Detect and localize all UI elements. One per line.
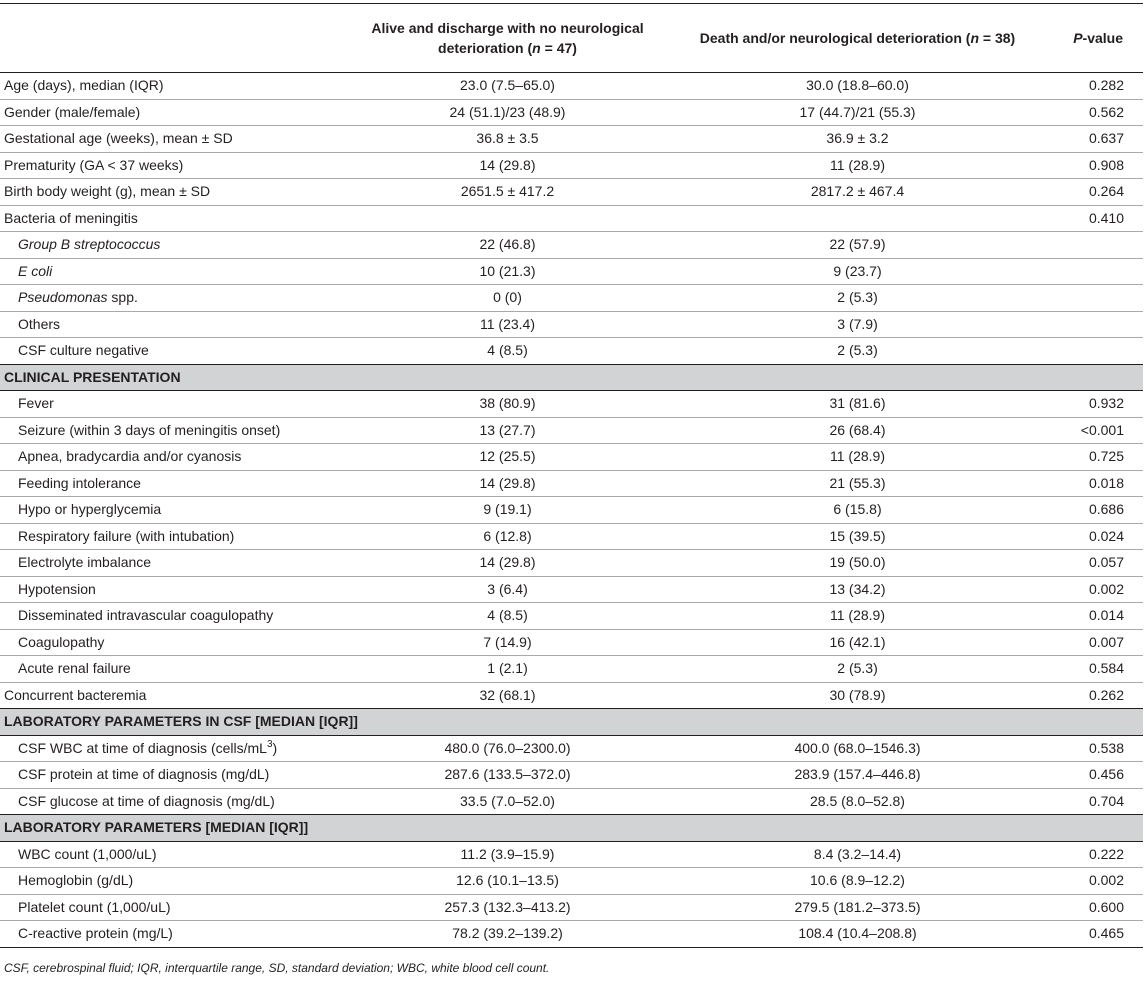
- row-label: Birth body weight (g), mean ± SD: [4, 183, 211, 200]
- cell-p-value: 0.014: [1088, 607, 1124, 624]
- cell-death-group: 31 (81.6): [829, 395, 886, 412]
- row-label: WBC count (1,000/uL): [18, 845, 157, 862]
- cell-death-group: 2 (5.3): [837, 289, 878, 306]
- table-row: [0, 921, 1143, 948]
- header-death-group: Death and/or neurological deterioration (n = 38): [680, 4, 1035, 73]
- cell-death-group: 2 (5.3): [837, 660, 878, 677]
- cell-death-group: 11 (28.9): [830, 607, 885, 624]
- table-row: [0, 629, 1143, 656]
- cell-death-group: 279.5 (181.2–373.5): [794, 898, 921, 915]
- cell-death-group: 17 (44.7)/21 (55.3): [799, 103, 916, 120]
- cell-alive-group: 14 (29.8): [479, 156, 536, 173]
- section-row: [0, 364, 1143, 391]
- data-table: [0, 3, 1143, 948]
- row-label: Fever: [18, 395, 54, 412]
- row-label: Bacteria of meningitis: [4, 209, 138, 226]
- row-label: Feeding intolerance: [18, 474, 141, 491]
- table-row: [0, 656, 1143, 683]
- cell-p-value: 0.562: [1088, 103, 1124, 120]
- cell-p-value: 0.686: [1088, 501, 1124, 518]
- table-row: [0, 894, 1143, 921]
- table-row: [0, 311, 1143, 338]
- cell-p-value: 0.410: [1088, 209, 1124, 226]
- cell-alive-group: 10 (21.3): [479, 262, 536, 279]
- cell-alive-group: 13 (27.7): [479, 421, 536, 438]
- table-row: [0, 497, 1143, 524]
- cell-p-value: [1035, 311, 1143, 338]
- cell-death-group: 8.4 (3.2–14.4): [813, 845, 902, 862]
- cell-p-value: 0.282: [1088, 77, 1124, 94]
- cell-alive-group: 1 (2.1): [487, 660, 528, 677]
- cell-death-group: 3 (7.9): [837, 315, 878, 332]
- row-label: Electrolyte imbalance: [18, 554, 152, 571]
- header-variable: [0, 4, 335, 73]
- cell-p-value: 0.932: [1088, 395, 1124, 412]
- table-row: [0, 576, 1143, 603]
- table-row: [0, 73, 1143, 100]
- cell-p-value: 0.002: [1088, 872, 1124, 889]
- header-alive-group: Alive and discharge with no neurological deterioration (n = 47): [335, 4, 680, 73]
- table-row: [0, 735, 1143, 762]
- table-row: [0, 285, 1143, 312]
- section-row: [0, 709, 1143, 736]
- cell-alive-group: 287.6 (133.5–372.0): [444, 766, 571, 783]
- table-footnote: CSF, cerebrospinal fluid; IQR, interquartile range, SD, standard deviation; WBC, white blood cell count.: [4, 961, 550, 975]
- row-label: Coagulopathy: [18, 633, 105, 650]
- cell-alive-group: 2651.5 ± 417.2: [460, 183, 555, 200]
- row-label: Respiratory failure (with intubation): [18, 527, 235, 544]
- cell-alive-group: 480.0 (76.0–2300.0): [444, 739, 571, 756]
- header-p-value: P-value: [1035, 4, 1143, 73]
- table-header: [0, 4, 1143, 73]
- row-label: Platelet count (1,000/uL): [18, 898, 171, 915]
- cell-p-value: 0.018: [1088, 474, 1124, 491]
- row-label: CSF WBC at time of diagnosis $(cells/mL^3)$: [18, 738, 278, 756]
- cell-death-group: 11 (28.9): [830, 156, 885, 173]
- cell-death-group: 15 (39.5): [829, 527, 886, 544]
- section-heading: LABORATORY PARAMETERS [MEDIAN [IQR]]: [0, 815, 1143, 842]
- cell-alive-group: 78.2 (39.2–139.2): [452, 925, 563, 942]
- cell-p-value: 0.002: [1088, 580, 1124, 597]
- row-label: Others: [18, 315, 61, 332]
- cell-p-value: 0.264: [1088, 183, 1124, 200]
- cell-death-group: 16 (42.1): [829, 633, 886, 650]
- cell-death-group: 9 (23.7): [833, 262, 882, 279]
- cell-alive-group: 4 (8.5): [487, 607, 528, 624]
- cell-alive-group: 11.2 (3.9–15.9): [460, 845, 555, 862]
- section-row: [0, 815, 1143, 842]
- cell-p-value: [1035, 232, 1143, 259]
- cell-death-group: 22 (57.9): [829, 236, 886, 253]
- cell-death-group: 10.6 (8.9–12.2): [810, 872, 905, 889]
- cell-alive-group: 36.8 ± 3.5: [476, 130, 539, 147]
- cell-death-group: 13 (34.2): [829, 580, 886, 597]
- row-label: Disseminated intravascular coagulopathy: [18, 607, 274, 624]
- cell-death-group: [680, 205, 1035, 232]
- cell-death-group: 19 (50.0): [829, 554, 886, 571]
- cell-p-value: 0.637: [1088, 130, 1124, 147]
- cell-death-group: 36.9 ± 3.2: [826, 130, 889, 147]
- cell-p-value: 0.057: [1088, 554, 1124, 571]
- cell-p-value: 0.262: [1088, 686, 1124, 703]
- table-row: [0, 179, 1143, 206]
- cell-alive-group: 6 (12.8): [483, 527, 532, 544]
- cell-alive-group: 38 (80.9): [479, 395, 536, 412]
- table-row: [0, 603, 1143, 630]
- cell-p-value: 0.538: [1088, 739, 1124, 756]
- table-row: [0, 788, 1143, 815]
- cell-death-group: 108.4 (10.4–208.8): [798, 925, 917, 942]
- cell-alive-group: 32 (68.1): [479, 686, 536, 703]
- cell-alive-group: 14 (29.8): [479, 554, 536, 571]
- table-row: [0, 762, 1143, 789]
- cell-alive-group: 33.5 (7.0–52.0): [460, 792, 555, 809]
- cell-p-value: 0.704: [1088, 792, 1124, 809]
- row-label: Seizure (within 3 days of meningitis onset): [18, 421, 281, 438]
- table-row: [0, 338, 1143, 365]
- cell-alive-group: 257.3 (132.3–413.2): [444, 898, 571, 915]
- cell-p-value: [1035, 285, 1143, 312]
- row-label: Concurrent bacteremia: [4, 686, 147, 703]
- row-label: Group B streptococcus: [18, 236, 161, 253]
- cell-p-value: 0.600: [1088, 898, 1124, 915]
- row-label: Age (days), median (IQR): [4, 77, 164, 94]
- cell-p-value: 0.007: [1088, 633, 1124, 650]
- cell-p-value: 0.584: [1088, 660, 1124, 677]
- cell-p-value: 0.024: [1088, 527, 1124, 544]
- section-heading: LABORATORY PARAMETERS IN CSF [MEDIAN [IQR]]: [0, 709, 1143, 736]
- cell-p-value: 0.465: [1088, 925, 1124, 942]
- row-label: CSF protein at time of diagnosis (mg/dL): [18, 766, 270, 783]
- table-row: [0, 841, 1143, 868]
- row-label: Prematurity (GA < 37 weeks): [4, 156, 184, 173]
- cell-p-value: 0.725: [1088, 448, 1124, 465]
- cell-death-group: 11 (28.9): [830, 448, 885, 465]
- table-row: [0, 126, 1143, 153]
- cell-death-group: 2817.2 ± 467.4: [810, 183, 905, 200]
- row-label: Apnea, bradycardia and/or cyanosis: [18, 448, 242, 465]
- table-row: [0, 99, 1143, 126]
- cell-alive-group: 23.0 (7.5–65.0): [460, 77, 555, 94]
- row-label: Hypotension: [18, 580, 96, 597]
- table-row: [0, 550, 1143, 577]
- cell-alive-group: 12.6 (10.1–13.5): [456, 872, 559, 889]
- cell-alive-group: 24 (51.1)/23 (48.9): [449, 103, 566, 120]
- cell-alive-group: [335, 205, 680, 232]
- cell-death-group: 21 (55.3): [829, 474, 886, 491]
- cell-p-value: [1035, 258, 1143, 285]
- cell-p-value: [1035, 338, 1143, 365]
- cell-death-group: 30 (78.9): [829, 686, 886, 703]
- cell-alive-group: 0 (0): [493, 289, 522, 306]
- row-label: C-reactive protein (mg/L): [18, 925, 173, 942]
- table-row: [0, 232, 1143, 259]
- cell-death-group: 283.9 (157.4–446.8): [794, 766, 921, 783]
- cell-alive-group: 3 (6.4): [487, 580, 528, 597]
- section-heading: CLINICAL PRESENTATION: [0, 364, 1143, 391]
- cell-alive-group: 12 (25.5): [479, 448, 536, 465]
- row-label: E coli: [18, 262, 53, 279]
- cell-death-group: 26 (68.4): [829, 421, 886, 438]
- cell-alive-group: 22 (46.8): [479, 236, 536, 253]
- row-label: CSF culture negative: [18, 342, 149, 359]
- cell-alive-group: 7 (14.9): [483, 633, 532, 650]
- cell-p-value: 0.908: [1088, 156, 1124, 173]
- cell-alive-group: 4 (8.5): [487, 342, 528, 359]
- table-row: [0, 152, 1143, 179]
- cell-death-group: 6 (15.8): [833, 501, 882, 518]
- cell-p-value: 0.222: [1088, 845, 1124, 862]
- cell-alive-group: 11 (23.4): [480, 315, 535, 332]
- table-row: [0, 470, 1143, 497]
- cell-death-group: 30.0 (18.8–60.0): [806, 77, 909, 94]
- cell-alive-group: 9 (19.1): [483, 501, 532, 518]
- table-row: [0, 417, 1143, 444]
- table-row: [0, 391, 1143, 418]
- row-label: Gestational age (weeks), mean ± SD: [4, 130, 233, 147]
- cell-p-value: <0.001: [1080, 421, 1124, 438]
- row-label: Hypo or hyperglycemia: [18, 501, 162, 518]
- row-label: Acute renal failure: [18, 660, 131, 677]
- cell-death-group: 28.5 (8.0–52.8): [810, 792, 905, 809]
- cell-p-value: 0.456: [1088, 766, 1124, 783]
- table-row: [0, 523, 1143, 550]
- table-body: [0, 73, 1143, 948]
- row-label: Hemoglobin (g/dL): [18, 872, 134, 889]
- cell-death-group: 2 (5.3): [837, 342, 878, 359]
- row-label: Pseudomonas spp.: [18, 289, 138, 306]
- row-label: CSF glucose at time of diagnosis (mg/dL): [18, 792, 275, 809]
- table-row: [0, 868, 1143, 895]
- cell-alive-group: 14 (29.8): [479, 474, 536, 491]
- table-row: [0, 444, 1143, 471]
- cell-death-group: 400.0 (68.0–1546.3): [794, 739, 921, 756]
- table-row: [0, 258, 1143, 285]
- row-label: Gender (male/female): [4, 103, 141, 120]
- table-row: [0, 682, 1143, 709]
- table-row: [0, 205, 1143, 232]
